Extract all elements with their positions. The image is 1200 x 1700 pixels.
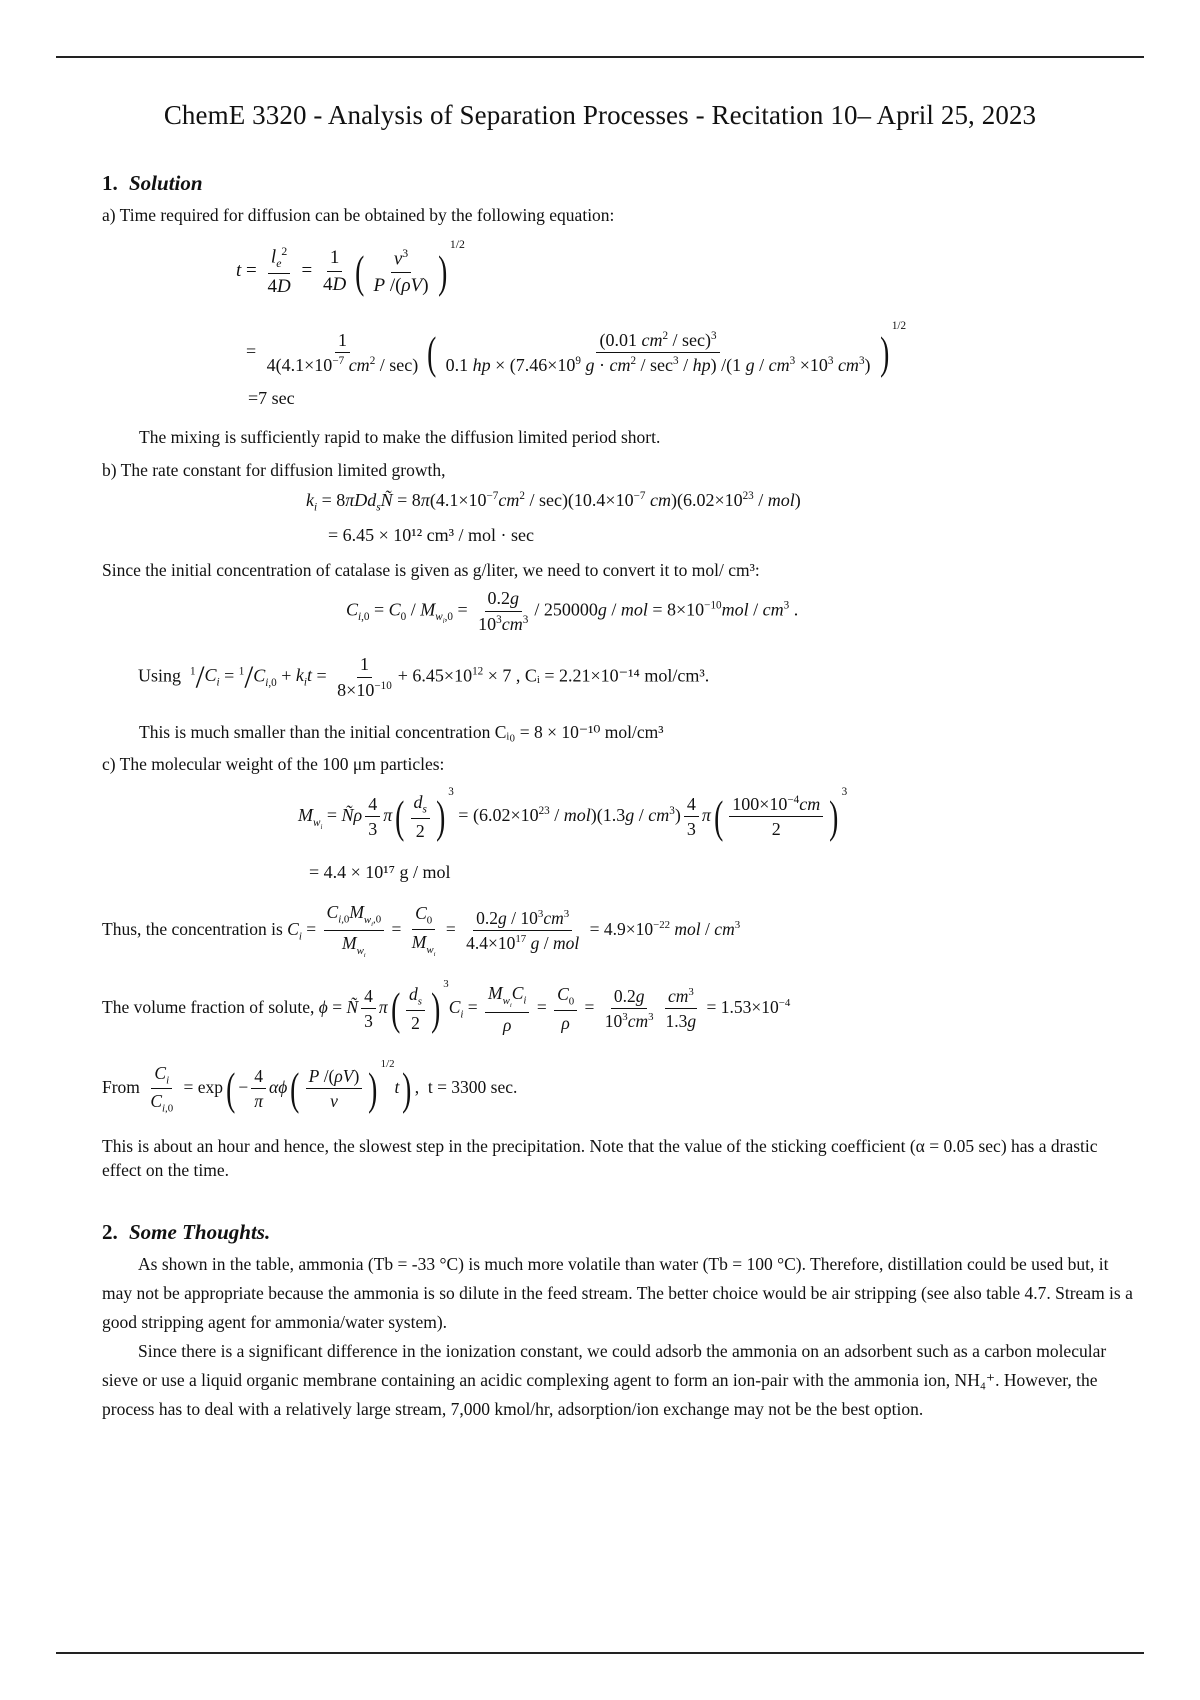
page-title: ChemE 3320 - Analysis of Separation Processes - Recitation 10– April 25, 2023: [163, 100, 1037, 130]
equation-a-result: =7 sec: [248, 388, 295, 408]
part-a-intro: a) Time required for diffusion can be obtained by the following equation:: [102, 205, 615, 225]
conc-intro: Since the initial concentration of catalase is given as g/liter, we need to convert it to mol/ cm³:: [102, 560, 760, 580]
thus-label: Thus, the concentration is: [102, 918, 283, 939]
smaller-note: This is much smaller than the initial concentration Cᵢ₀ = 8 × 10⁻¹⁰ mol/cm³: [139, 722, 664, 742]
vf-label: The volume fraction of solute,: [102, 997, 315, 1017]
equation-c-1: $M_{w_i}$ = Ñρ $\frac{4}{3}$ π( $\frac{d_s}{2}$ ) $^3 = (6.02\times 10^{23} / mol)(1.3g / cm^3)$ $\frac{4}{3}$ π( $\frac{100\times 10^{-4}cm}{2}$ ) $^3$: [298, 786, 848, 842]
equation-using: Using $^1/C_i = ^1/C_{i,0} + k_it$ = $\frac{1}{8\times 10^{-10}}$ + $6.45\times 10^{12} \times 7$ , Cᵢ = 2.21×10⁻¹⁴ mol/cm³.: [138, 654, 710, 700]
equation-b-result: = 6.45 × 10¹² cm³ / mol · sec: [328, 525, 534, 545]
equation-conc: $C_{i,0} = C_0 / M_{w_i,0}$ = $\frac{0.2g}{10^3cm^3}$ / 250000g / mol = $8\times 10^{-10}mol / cm^3$ .: [346, 588, 799, 634]
equation-from: From $\frac{C_i}{C_{i,0}}$ = exp( − $\frac{4}{\pi}$ αϕ( $\frac{P /(\rho V)}{\nu}$ ) $^{1/2}$t) , t = 3300 sec.: [102, 1058, 518, 1115]
equation-c-result: = 4.4 × 10¹⁷ g / mol: [309, 862, 451, 882]
from-result: t = 3300 sec.: [427, 1077, 518, 1097]
section-2-title: Some Thoughts.: [129, 1220, 271, 1244]
section-2-paragraph-2: Since there is a significant difference in the ionization constant, we could adsorb the ammonia on an adsorbent such as a carbon molecular sieve or use a liquid organic membrane containing an acidic complexing agent to form an ion-pair with the ammonia ion, NH₄⁺. However, the process has to deal with a relatively large stream, 7,000 kmol/hr, adsorption/ion exchange may not be the best option.: [102, 1341, 1107, 1419]
using-label: Using: [138, 665, 182, 686]
equation-a-1: t = $\frac{l_e^2}{4D}$ = $\frac{1}{4D}$ ( $\frac{\nu^3}{P /(\rho V)}$ )$^{1/2}$: [236, 238, 465, 298]
section-1-number: 1.: [102, 171, 118, 195]
top-rule: [56, 56, 1144, 58]
part-c-intro: c) The molecular weight of the 100 μm particles:: [102, 754, 445, 774]
section-2-number: 2.: [102, 1220, 118, 1244]
section-1-heading: [102, 171, 203, 196]
section-1-title: Solution: [129, 171, 203, 195]
using-result: , Cᵢ = 2.21×10⁻¹⁴ mol/cm³.: [515, 665, 710, 686]
from-label: From: [102, 1077, 140, 1097]
section-2-paragraph-1: As shown in the table, ammonia (Tb = -33 °C) is much more volatile than water (Tb = 100 °C). Therefore, distillation could be used but, it may not be appropriate because the ammonia is so dilute in the feed stream. The better choice would be air stripping (see also table 4.7. Stream is a good stripping agent for ammonia/water system).: [102, 1254, 1133, 1332]
equation-volume-fraction: The volume fraction of solute, ϕ = Ñ $\frac{4}{3}$ π( $\frac{d_s}{2}$ ) $^3C_i$ = $\frac{M_{w_i}C_i}{\rho}$ = $\frac{C_0}{\rho}$ = $\frac{0.2g}{10^3cm^3}$ $\frac{cm^3}{1.3g}$ = $1.53\times 10^{-4}$: [102, 978, 791, 1035]
part-a-note: The mixing is sufficiently rapid to make the diffusion limited period short.: [139, 427, 661, 447]
equation-a-2: = $\frac{1}{4(4.1\times 10^{-7} cm^2 / \sec)}$ ( (0.01 $cm^2 / \sec)^3$ 0.1 hp × ($7.46\times 10^9$ $g \cdot cm^2 / \sec^3 / hp$) /(1 $g / cm^3 \times 10^3$ $cm^3$) )$^{1/2}$: [246, 320, 907, 378]
section-2-heading: [102, 1220, 270, 1245]
equation-b-1: $k_i$ = 8πDd$_s$Ñ = $8\pi(4.1\times 10^{-7}cm^2 / \sec)(10.4\times 10^{-7}$ $cm)(6.02\times 10^{23} / mol)$: [306, 490, 801, 514]
hour-note: This is about an hour and hence, the slowest step in the precipitation. Note that the value of the sticking coefficient (α = 0.05 sec) has a drastic effect on the time.: [102, 1136, 1098, 1180]
equation-thus: Thus, the concentration is $C_i$ = $\frac{C_{i,0}M_{w_i,0}}{M_{w_i}}$ = $\frac{C_0}{M_{w_i}}$ = $\frac{0.2g / 10^3cm^3}{4.4\times 10^{17} g / mol}$ = $4.9\times 10^{-22}$ mol / $cm^3$: [102, 902, 741, 960]
bottom-rule: [56, 1652, 1144, 1654]
part-b-intro: b) The rate constant for diffusion limited growth,: [102, 460, 446, 480]
